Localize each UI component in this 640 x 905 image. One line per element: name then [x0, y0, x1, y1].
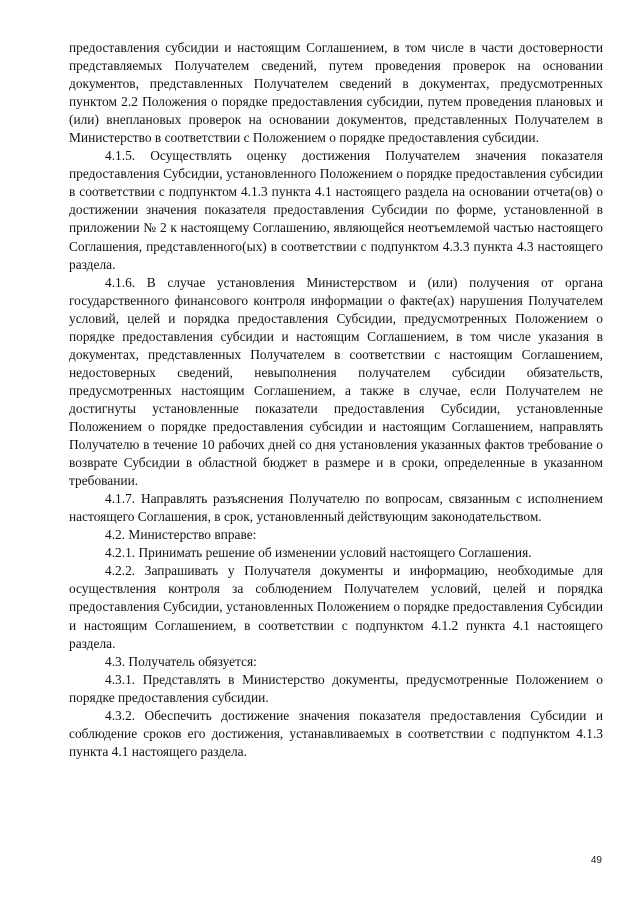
paragraph-4-3-2: 4.3.2. Обеспечить достижение значения показателя предоставления Субсидии и соблюдение сроков его достижения, устанавливаемых в соответствии с подпунктом 4.1.3 пункта 4.1 настоящего раздела.	[69, 707, 603, 759]
paragraph-4-3-1: 4.3.1. Представлять в Министерство документы, предусмотренные Положением о порядке предоставления субсидии.	[69, 671, 603, 705]
paragraph-4-2-1: 4.2.1. Принимать решение об изменении условий настоящего Соглашения.	[105, 545, 532, 561]
document-body	[69, 39, 603, 761]
paragraph-4-3: 4.3. Получатель обязуется:	[105, 653, 257, 669]
paragraph-4-2-2: 4.2.2. Запрашивать у Получателя документы и информацию, необходимые для осуществления контроля за соблюдением Получателем условий, целей и порядка предоставления Субсидии, установленных Положением о порядке предоставления Субсидии и настоящим Соглашением, в соответствии с подпунктом 4.1.2 пункта 4.1 настоящего раздела.	[69, 563, 603, 651]
paragraph-4-2: 4.2. Министерство вправе:	[105, 527, 257, 543]
paragraph-4-1-5: 4.1.5. Осуществлять оценку достижения Получателем значения показателя предоставления Субсидии, установленного Положением о порядке предоставления субсидии в соответствии с подпунктом 4.1.3 пункта 4.1 настоящего раздела на основании отчета(ов) о достижении значения показателя предоставления Субсидии по форме, установленной в приложении № 2 к настоящему Соглашению, являющейся неотъемлемой частью настоящего Соглашения, представленного(ых) в соответствии с подпунктом 4.3.3 пункта 4.3 настоящего раздела.	[69, 148, 603, 272]
page-number: 49	[590, 855, 602, 866]
paragraph-4-1-6: 4.1.6. В случае установления Министерством и (или) получения от органа государственного финансового контроля информации о факте(ах) нарушения Получателем условий, целей и порядка предоставления Субсидии, предусмотренных Положением о порядке предоставления субсидии и настоящим Соглашением, в том числе указания в документах, представленных Получателем в соответствии с настоящим Соглашением, недостоверных сведений, невыполнения получателем субсидии обязательств, предусмотренных настоящим Соглашением, а также в случае, если Получателем не достигнуты установленные показатели предоставления Субсидии, установленные Положением о порядке предоставления субсидии и настоящим Соглашением, направлять Получателю в течение 10 рабочих дней со дня установления указанных фактов требование о возврате Субсидии в областной бюджет в размере и в сроки, определенные в указанном требовании.	[69, 274, 603, 489]
paragraph-4-1-7: 4.1.7. Направлять разъяснения Получателю по вопросам, связанным с исполнением настоящего Соглашения, в срок, установленный действующим законодательством.	[69, 491, 603, 525]
paragraph-continuation: предоставления субсидии и настоящим Соглашением, в том числе в части достоверности представляемых Получателем сведений, путем проведения проверок на основании документов, представленных Получателем сведений в документах, предусмотренных пунктом 2.2 Положения о порядке предоставления субсидии, путем проведения плановых и (или) внеплановых проверок на основании документов, представленных Получателем в Министерство в соответствии с Положением о порядке предоставления субсидии.	[69, 40, 603, 146]
